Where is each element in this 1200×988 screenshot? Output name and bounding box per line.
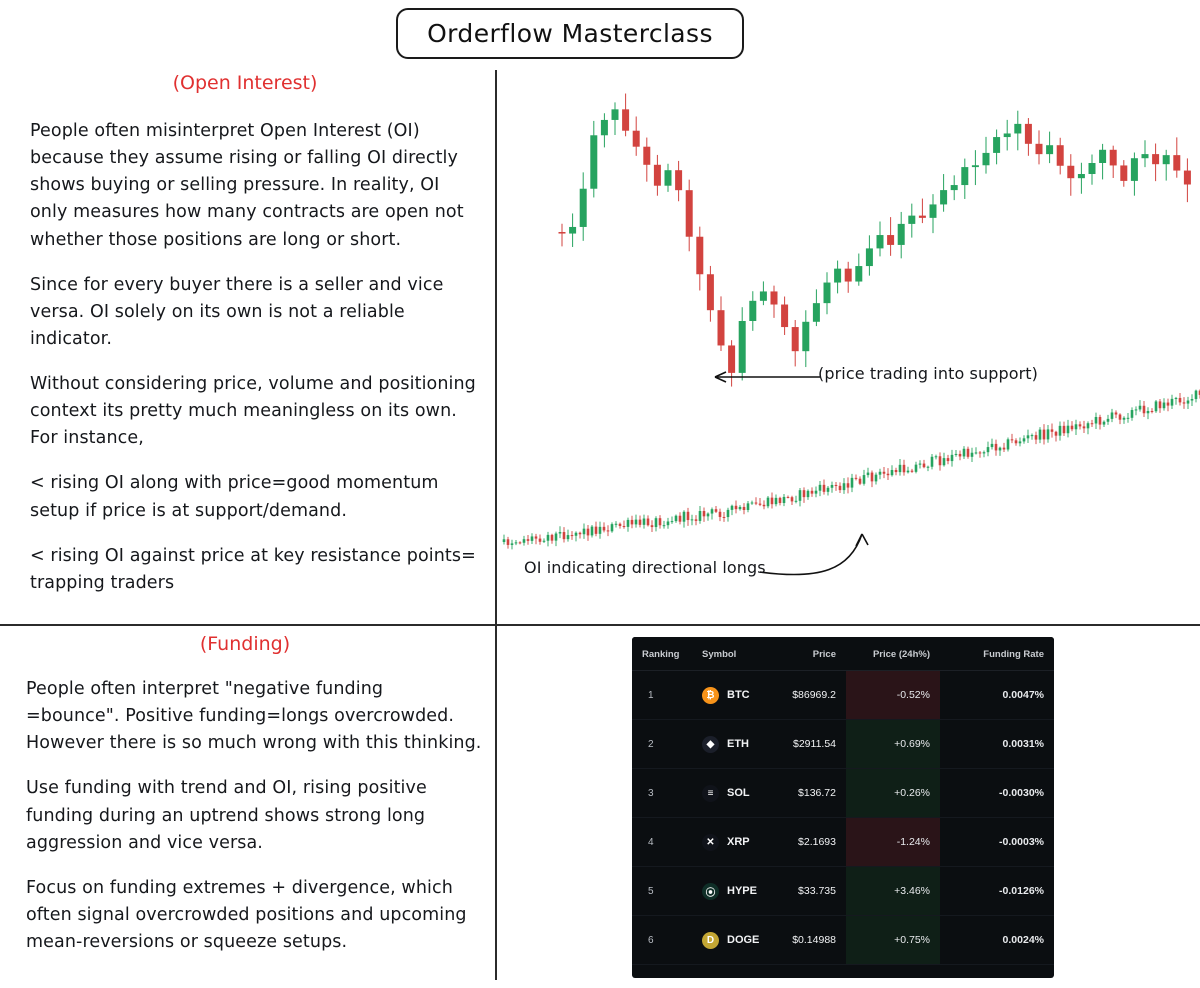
oi-paragraph-3: Without considering price, volume and positioning context its pretty much meaningless on its own. For instance, bbox=[30, 374, 476, 449]
table-row[interactable] bbox=[632, 867, 1054, 916]
price-and-oi-chart bbox=[500, 72, 1200, 618]
table-row[interactable] bbox=[632, 671, 1054, 720]
cell-rank: 6 bbox=[632, 916, 692, 965]
col-ranking: Ranking bbox=[632, 637, 692, 671]
table-row[interactable] bbox=[632, 769, 1054, 818]
cell-rank: 1 bbox=[632, 671, 692, 720]
cell-symbol bbox=[692, 671, 776, 720]
cell-price: $33.735 bbox=[776, 867, 846, 916]
cell-price: $136.72 bbox=[776, 769, 846, 818]
cell-price-change: -1.24% bbox=[846, 818, 940, 867]
cell-price-change: +0.75% bbox=[846, 916, 940, 965]
horizontal-divider bbox=[0, 624, 1200, 626]
cell-symbol bbox=[692, 720, 776, 769]
coin-icon: ≡ bbox=[702, 785, 719, 802]
cell-price-change: +0.69% bbox=[846, 720, 940, 769]
cell-symbol bbox=[692, 769, 776, 818]
funding-heading: (Funding) bbox=[199, 633, 291, 655]
cell-price: $2.1693 bbox=[776, 818, 846, 867]
cell-symbol bbox=[692, 867, 776, 916]
table-row[interactable] bbox=[632, 818, 1054, 867]
funding-rate-table[interactable] bbox=[632, 637, 1054, 978]
symbol-label: XRP bbox=[727, 836, 750, 848]
cell-funding-rate: -0.0126% bbox=[940, 867, 1054, 916]
cell-symbol bbox=[692, 818, 776, 867]
symbol-label: HYPE bbox=[727, 885, 757, 897]
cell-price: $86969.2 bbox=[776, 671, 846, 720]
cell-price-change: +0.26% bbox=[846, 769, 940, 818]
symbol-label: BTC bbox=[727, 689, 750, 701]
open-interest-heading: (Open Interest) bbox=[172, 72, 318, 94]
cell-rank: 2 bbox=[632, 720, 692, 769]
table-header-row bbox=[632, 637, 1054, 671]
coin-icon: ₿ bbox=[702, 687, 719, 704]
support-annotation: (price trading into support) bbox=[818, 364, 1038, 383]
page-title-box bbox=[396, 8, 744, 59]
oi-paragraph-4: < rising OI along with price=good momentum setup if price is at support/demand. bbox=[30, 473, 439, 521]
table-row[interactable] bbox=[632, 720, 1054, 769]
coin-icon: D bbox=[702, 932, 719, 949]
cell-funding-rate: -0.0030% bbox=[940, 769, 1054, 818]
vertical-divider bbox=[495, 70, 497, 980]
cell-funding-rate: 0.0047% bbox=[940, 671, 1054, 720]
cell-funding-rate: 0.0031% bbox=[940, 720, 1054, 769]
funding-paragraph-2: Use funding with trend and OI, rising positive funding during an uptrend shows strong long aggression and vice versa. bbox=[26, 778, 427, 853]
col-price: Price bbox=[776, 637, 846, 671]
symbol-label: SOL bbox=[727, 787, 750, 799]
funding-body bbox=[26, 676, 482, 974]
open-interest-body bbox=[30, 118, 482, 615]
coin-icon: ◆ bbox=[702, 736, 719, 753]
cell-price: $2911.54 bbox=[776, 720, 846, 769]
oi-annotation: OI indicating directional longs bbox=[524, 558, 766, 577]
cell-price-change: +3.46% bbox=[846, 867, 940, 916]
cell-symbol bbox=[692, 916, 776, 965]
col-funding-rate: Funding Rate bbox=[940, 637, 1054, 671]
symbol-label: DOGE bbox=[727, 934, 760, 946]
coin-icon: ✕ bbox=[702, 834, 719, 851]
funding-paragraph-1: People often interpret "negative funding =bounce". Positive funding=longs overcrowded. However there is so much wrong with this thinking. bbox=[26, 679, 482, 754]
coin-icon: ⦿ bbox=[702, 883, 719, 900]
table-row[interactable] bbox=[632, 916, 1054, 965]
col-symbol: Symbol bbox=[692, 637, 776, 671]
oi-paragraph-1: People often misinterpret Open Interest (OI) because they assume rising or falling OI directly shows buying or selling pressure. In reality, OI only measures how many contracts are open not whether those positions are long or short. bbox=[30, 121, 464, 250]
symbol-label: ETH bbox=[727, 738, 749, 750]
funding-paragraph-3: Focus on funding extremes + divergence, which often signal overcrowded positions and upcoming mean-reversions or squeeze setups. bbox=[26, 877, 467, 952]
cell-funding-rate: -0.0003% bbox=[940, 818, 1054, 867]
oi-paragraph-5: < rising OI against price at key resistance points= trapping traders bbox=[30, 545, 476, 593]
oi-paragraph-2: Since for every buyer there is a seller and vice versa. OI solely on its own is not a reliable indicator. bbox=[30, 274, 444, 349]
cell-price-change: -0.52% bbox=[846, 671, 940, 720]
page-title: Orderflow Masterclass bbox=[427, 19, 713, 48]
col-price-change: Price (24h%) bbox=[846, 637, 940, 671]
cell-funding-rate: 0.0024% bbox=[940, 916, 1054, 965]
cell-rank: 4 bbox=[632, 818, 692, 867]
cell-rank: 3 bbox=[632, 769, 692, 818]
cell-price: $0.14988 bbox=[776, 916, 846, 965]
cell-rank: 5 bbox=[632, 867, 692, 916]
